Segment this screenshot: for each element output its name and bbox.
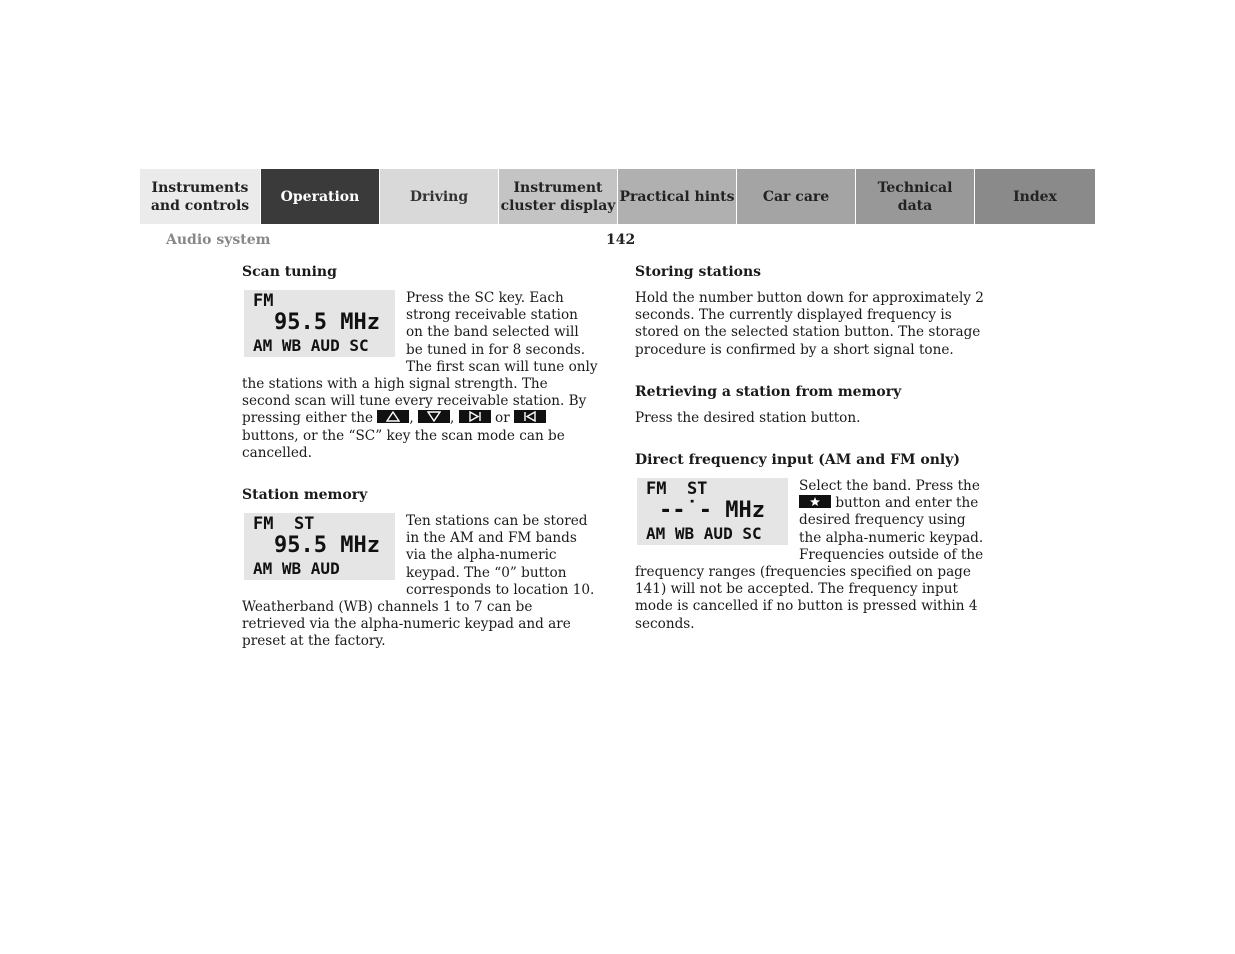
scan-text-a: Press the SC key. Each strong receivable station on the band selected will be tuned in for 8 seconds. The first scan will tune only the stations with a high signal strength. The second scan will tune every receivable station. By pressing either the [242,290,598,427]
tab-instruments-and-controls[interactable]: Instruments and controls [140,169,260,224]
star-icon [799,495,831,508]
direct-lcd-display [637,478,788,545]
lcd-line-1: FM ST [646,479,708,500]
tab-operation[interactable]: Operation [260,169,379,224]
section-label: Audio system [166,232,271,248]
lcd-line-1: FM ST [253,514,315,535]
lcd-line-2: 95.5 MHz [274,310,380,335]
storing-stations-text: Hold the number button down for approximately 2 seconds. The currently displayed frequency is stored on the selected station button. The storage procedure is confirmed by a short signal tone. [635,290,984,358]
up-arrow-icon [377,410,409,423]
lcd-line-3: AM WB AUD SC [646,524,762,544]
scan-lcd-display [244,290,395,357]
lcd-line-2: 95.5 MHz [274,533,380,559]
right-column [635,263,991,633]
separator: , [450,410,455,427]
station-memory-text: Ten stations can be stored in the AM and FM bands via the alpha-numeric keypad. The “0” button corresponds to location 10. Weatherband (WB) channels 1 to 7 can be retrieved via the alpha-numeric keypad and are preset at the factory. [242,513,595,650]
retrieving-heading: Retrieving a station from memory [635,383,902,400]
scan-text-b: buttons, or the “SC” key the scan mode can be cancelled. [242,427,565,461]
tab-driving[interactable]: Driving [379,169,498,224]
scan-tuning-heading: Scan tuning [242,264,337,280]
skip-forward-icon [459,410,491,423]
tab-practical-hints[interactable]: Practical hints [617,169,736,224]
lcd-line-3: AM WB AUD [253,559,340,579]
retrieving-text: Press the desired station button. [635,409,861,426]
page-number: 142 [606,232,636,248]
tab-index[interactable]: Index [974,169,1095,224]
direct-text-b: button and enter the desired frequency using the alpha-numeric keypad. Frequencies outside of the frequency ranges (frequencies specified on page 141) will not be accepted. The frequency input mode is cancelled if no button is pressed within 4 seconds. [635,495,984,632]
lcd-line-1: FM [253,291,274,311]
skip-back-icon [514,410,546,423]
station-memory-heading: Station memory [242,487,368,504]
tab-car-care[interactable]: Car care [736,169,855,224]
tab-technical-data[interactable]: Technical data [855,169,974,224]
storing-stations-heading: Storing stations [635,264,762,280]
or-word: or [495,410,510,427]
lcd-line-2: --˙- MHz [659,498,765,524]
direct-text-a: Select the band. Press the [799,478,980,495]
chapter-nav [140,169,1095,224]
down-arrow-icon [418,410,450,423]
lcd-line-3: AM WB AUD SC [253,336,369,355]
left-column [242,263,598,651]
tab-instrument-cluster-display[interactable]: Instrument cluster display [498,169,617,224]
direct-input-heading: Direct frequency input (AM and FM only) [635,452,960,469]
memory-lcd-display [244,513,395,580]
separator: , [409,410,414,427]
